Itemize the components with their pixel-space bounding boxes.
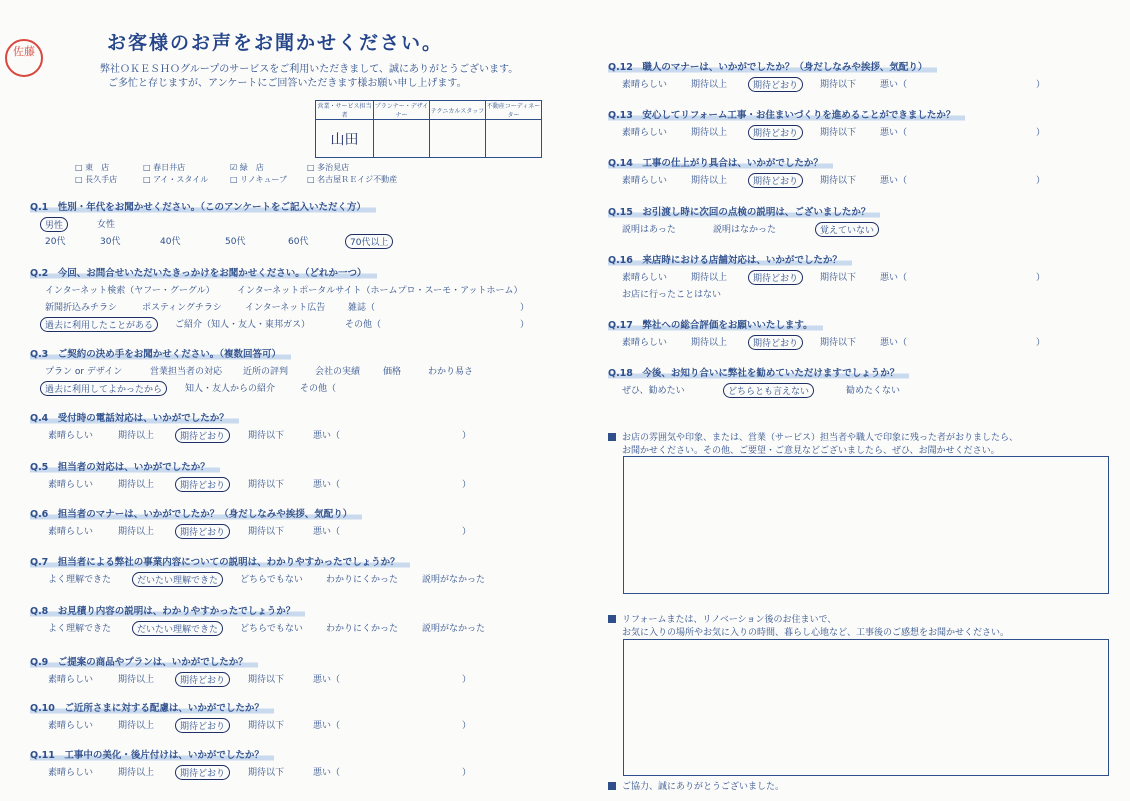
option[interactable]: ポスティングチラシ xyxy=(142,303,222,313)
option[interactable]: 新聞折込みチラシ xyxy=(45,303,118,313)
answer-circled[interactable]: 期待どおり xyxy=(175,524,230,539)
intro-text: 弊社ＯＫＥＳＨＯグループのサービスをご利用いただきまして、誠にありがとうございます。 ご多忙と存じますが、アンケートにご回答いただきます様お願い申し上げます。 xyxy=(100,64,519,89)
answer-circled[interactable]: 期待どおり xyxy=(748,77,803,92)
option[interactable]: 悪い（ xyxy=(880,128,908,138)
option[interactable]: よく理解できた xyxy=(48,624,112,634)
answer-circled[interactable]: 期待どおり xyxy=(748,173,803,188)
store-option[interactable]: □ 長久手店 xyxy=(75,175,118,184)
option[interactable]: 説明がなかった xyxy=(422,624,486,634)
answer-circled[interactable]: 70代以上 xyxy=(345,234,393,249)
option[interactable]: ぜひ、勧めたい xyxy=(622,386,685,396)
option[interactable]: 悪い（ xyxy=(313,527,341,537)
option[interactable]: わかり易さ xyxy=(428,367,474,377)
store-option[interactable]: □ 名古屋ＲＥイジ不動産 xyxy=(307,175,398,184)
option[interactable]: 近所の評判 xyxy=(243,367,289,377)
answer-circled[interactable]: 男性 xyxy=(40,217,68,232)
option[interactable]: 期待以上 xyxy=(691,338,728,348)
option[interactable]: 期待以上 xyxy=(118,527,155,537)
option[interactable]: インターネットポータルサイト（ホームプロ・スーモ・アットホーム） xyxy=(237,286,523,296)
square-bullet-icon xyxy=(608,782,616,790)
option[interactable]: 悪い（ xyxy=(880,273,908,283)
option[interactable]: 期待以上 xyxy=(118,721,155,731)
option[interactable]: 素晴らしい xyxy=(48,480,94,490)
option[interactable]: 説明はあった xyxy=(622,225,676,235)
option[interactable]: ご紹介（知人・友人・東邦ガス） xyxy=(175,320,311,330)
option[interactable]: 期待以下 xyxy=(248,431,285,441)
option[interactable]: インターネット検索（ヤフー・グーグル） xyxy=(45,286,215,296)
option[interactable]: よく理解できた xyxy=(48,575,112,585)
option[interactable]: 期待以下 xyxy=(820,176,857,186)
question-q16: Q.16 来店時における店舗対応は、いかがでしたか？ 素晴らしい 期待以上 期待どおり 期待以下 悪い（ ） お店に行ったことはない xyxy=(608,251,1108,301)
answer-circled[interactable]: 覚えていない xyxy=(815,222,879,237)
option[interactable]: 悪い（ xyxy=(313,431,341,441)
option[interactable]: その他（ xyxy=(300,384,337,394)
store-option[interactable]: □ アイ・スタイル xyxy=(143,175,209,184)
answer-circled[interactable]: 期待どおり xyxy=(175,765,230,780)
option[interactable]: 営業担当者の対応 xyxy=(150,367,223,377)
planner-cell[interactable] xyxy=(374,120,430,158)
answer-circled[interactable]: 期待どおり xyxy=(748,270,803,285)
option[interactable]: 期待以上 xyxy=(118,768,155,778)
question-q17: Q.17 弊社への総合評価をお願いいたします。 素晴らしい 期待以上 期待どおり 期待以下 悪い（ ） xyxy=(608,316,1108,349)
option[interactable]: プラン or デザイン xyxy=(45,367,123,377)
option[interactable]: 素晴らしい xyxy=(48,527,94,537)
free-comment-1-box[interactable] xyxy=(623,456,1109,594)
option[interactable]: 素晴らしい xyxy=(622,80,668,90)
option[interactable]: 期待以下 xyxy=(248,721,285,731)
option[interactable]: その他（ xyxy=(345,320,382,330)
question-q1: Q.1 性別・年代をお聞かせください。（このアンケートをご記入いただく方） 男性 女性 20代 30代 40代 50代 60代 70代以上 xyxy=(30,198,570,248)
option[interactable]: 20代 xyxy=(45,237,66,247)
option[interactable]: 価格 xyxy=(383,367,402,377)
realestate-cell[interactable] xyxy=(486,120,542,158)
staff-name[interactable]: 山田 xyxy=(316,120,374,158)
option[interactable]: 期待以下 xyxy=(820,273,857,283)
option[interactable]: 悪い（ xyxy=(313,721,341,731)
question-q3: Q.3 ご契約の決め手をお聞かせください。（複数回答可） プラン or デザイン 営業担当者の対応 近所の評判 会社の実績 価格 わかり易さ 過去に利用してよかったから 知人・友人からの紹介 その他（ xyxy=(30,345,570,395)
seal-stamp: 佐藤 xyxy=(5,39,43,77)
option[interactable]: 説明がなかった xyxy=(422,575,486,585)
option[interactable]: 期待以下 xyxy=(248,480,285,490)
option[interactable]: 説明はなかった xyxy=(713,225,777,235)
option[interactable]: 期待以下 xyxy=(248,527,285,537)
question-q15: Q.15 お引渡し時に次回の点検の説明は、ございましたか？ 説明はあった 説明はなかった 覚えていない xyxy=(608,203,1108,236)
option[interactable]: 期待以上 xyxy=(118,675,155,685)
answer-circled[interactable]: だいたい理解できた xyxy=(132,572,223,587)
option[interactable]: 会社の実績 xyxy=(315,367,361,377)
free-comment-2-prompt: リフォームまたは、リノベーション後のお住まいで、 お気に入りの場所やお気に入りの時間、暮らし心地など、工事後のご感想をお聞かせください。 xyxy=(608,614,1009,640)
option[interactable]: インターネット広告 xyxy=(245,303,326,313)
option[interactable]: 期待以上 xyxy=(691,80,728,90)
option[interactable]: 50代 xyxy=(225,237,246,247)
square-bullet-icon xyxy=(608,615,616,623)
option[interactable]: 素晴らしい xyxy=(48,721,94,731)
option[interactable]: 60代 xyxy=(288,237,309,247)
option[interactable]: わかりにくかった xyxy=(326,575,399,585)
question-q11: Q.11 工事中の美化・後片付けは、いかがでしたか？ 素晴らしい 期待以上 期待どおり 期待以下 悪い（ ） xyxy=(30,746,570,779)
option[interactable]: 期待以上 xyxy=(118,431,155,441)
option[interactable]: 知人・友人からの紹介 xyxy=(185,384,276,394)
question-q5: Q.5 担当者の対応は、いかがでしたか？ 素晴らしい 期待以上 期待どおり 期待以下 悪い（ ） xyxy=(30,458,570,491)
question-q9: Q.9 ご提案の商品やプランは、いかがでしたか？ 素晴らしい 期待以上 期待どおり 期待以下 悪い（ ） xyxy=(30,653,570,686)
question-q7: Q.7 担当者による弊社の事業内容についての説明は、わかりやすかったでしょうか？ よく理解できた だいたい理解できた どちらでもない わかりにくかった 説明がなかった xyxy=(30,553,570,586)
answer-circled[interactable]: 期待どおり xyxy=(175,428,230,443)
option[interactable]: 期待以下 xyxy=(820,128,857,138)
question-q13: Q.13 安心してリフォーム工事・お住まいづくりを進めることができましたか？ 素晴らしい 期待以上 期待どおり 期待以下 悪い（ ） xyxy=(608,106,1108,139)
option[interactable]: 勧めたくない xyxy=(846,386,901,396)
answer-circled[interactable]: 期待どおり xyxy=(748,125,803,140)
question-q4: Q.4 受付時の電話対応は、いかがでしたか？ 素晴らしい 期待以上 期待どおり 期待以下 悪い（ ） xyxy=(30,409,570,442)
option[interactable]: 悪い（ xyxy=(880,80,908,90)
store-option[interactable]: ☑ 緑 店 xyxy=(230,163,264,172)
question-q2: Q.2 今回、お問合せいただいたきっかけをお聞かせください。（どれか一つ） インターネット検索（ヤフー・グーグル） インターネットポータルサイト（ホームプロ・スーモ・アットホーム） 新聞折込みチラシ ポスティングチラシ インターネット広告 雑誌（ ） 過去に利用したことがある ご紹介（知人・友人・東邦ガス） その他（ ） xyxy=(30,264,570,331)
option[interactable]: 素晴らしい xyxy=(48,768,94,778)
question-q12: Q.12 職人のマナーは、いかがでしたか？（身だしなみや挨拶、気配り） 素晴らしい 期待以上 期待どおり 期待以下 悪い（ ） xyxy=(608,58,1108,91)
answer-circled[interactable]: 期待どおり xyxy=(175,672,230,687)
option[interactable]: 素晴らしい xyxy=(622,176,668,186)
option[interactable]: 悪い（ xyxy=(880,338,908,348)
option[interactable]: わかりにくかった xyxy=(326,624,399,634)
question-q18: Q.18 今後、お知り合いに弊社を勧めていただけますでしょうか？ ぜひ、勧めたい どちらとも言えない 勧めたくない xyxy=(608,364,1108,397)
answer-circled[interactable]: 期待どおり xyxy=(175,718,230,733)
option[interactable]: どちらでもない xyxy=(240,624,303,634)
option[interactable]: 期待以上 xyxy=(118,480,155,490)
thanks-line: ご協力、誠にありがとうございました。 xyxy=(608,779,784,792)
answer-circled[interactable]: どちらとも言えない xyxy=(723,383,814,398)
answer-circled[interactable]: 過去に利用してよかったから xyxy=(40,381,167,396)
page-title: お客様のお声をお聞かせください。 xyxy=(107,32,444,54)
answer-circled[interactable]: 期待どおり xyxy=(175,477,230,492)
option[interactable]: お店に行ったことはない xyxy=(622,290,722,300)
question-q8: Q.8 お見積り内容の説明は、わかりやすかったでしょうか？ よく理解できた だいたい理解できた どちらでもない わかりにくかった 説明がなかった xyxy=(30,602,570,635)
option[interactable]: 期待以下 xyxy=(820,80,857,90)
option[interactable]: 40代 xyxy=(160,237,181,247)
option[interactable]: 女性 xyxy=(97,220,116,230)
question-q6: Q.6 担当者のマナーは、いかがでしたか？（身だしなみや挨拶、気配り） 素晴らしい 期待以上 期待どおり 期待以下 悪い（ ） xyxy=(30,505,570,538)
question-q14: Q.14 工事の仕上がり具合は、いかがでしたか？ 素晴らしい 期待以上 期待どおり 期待以下 悪い（ ） xyxy=(608,154,1108,187)
option[interactable]: 素晴らしい xyxy=(48,675,94,685)
option[interactable]: 悪い（ xyxy=(313,675,341,685)
option[interactable]: 素晴らしい xyxy=(622,338,668,348)
question-q10: Q.10 ご近所さまに対する配慮は、いかがでしたか？ 素晴らしい 期待以上 期待どおり 期待以下 悪い（ ） xyxy=(30,699,570,732)
option[interactable]: 期待以下 xyxy=(248,675,285,685)
option[interactable]: 30代 xyxy=(100,237,121,247)
option[interactable]: 期待以上 xyxy=(691,128,728,138)
staff-table: 営業・サービス担当者 プランナー・デザイナー テクニカルスタッフ 不動産コーディネーター 山田 xyxy=(315,100,542,158)
answer-circled[interactable]: 期待どおり xyxy=(748,335,803,350)
option[interactable]: 悪い（ xyxy=(313,768,341,778)
square-bullet-icon xyxy=(608,433,616,441)
answer-circled[interactable]: 過去に利用したことがある xyxy=(40,317,158,332)
option[interactable]: 素晴らしい xyxy=(48,431,94,441)
option[interactable]: 素晴らしい xyxy=(622,273,668,283)
option[interactable]: 期待以上 xyxy=(691,273,728,283)
option[interactable]: 悪い（ xyxy=(313,480,341,490)
answer-circled[interactable]: だいたい理解できた xyxy=(132,621,223,636)
store-option[interactable]: □ 春日井店 xyxy=(143,163,186,172)
store-option[interactable]: □ 東 店 xyxy=(75,163,110,172)
option[interactable]: 期待以上 xyxy=(691,176,728,186)
option[interactable]: 悪い（ xyxy=(880,176,908,186)
option[interactable]: 雑誌（ xyxy=(348,303,376,313)
option[interactable]: どちらでもない xyxy=(240,575,303,585)
store-option[interactable]: □ リノキューブ xyxy=(230,175,288,184)
free-comment-1-prompt: お店の雰囲気や印象、または、営業（サービス）担当者や職人で印象に残った者がおりましたら、 お聞かせください。その他、ご要望・ご意見などございましたら、ぜひ、お聞かせください。 xyxy=(608,432,1018,458)
technical-cell[interactable] xyxy=(430,120,486,158)
store-option[interactable]: □ 多治見店 xyxy=(307,163,350,172)
option[interactable]: 期待以下 xyxy=(248,768,285,778)
free-comment-2-box[interactable] xyxy=(623,639,1109,776)
option[interactable]: 期待以下 xyxy=(820,338,857,348)
option[interactable]: 素晴らしい xyxy=(622,128,668,138)
